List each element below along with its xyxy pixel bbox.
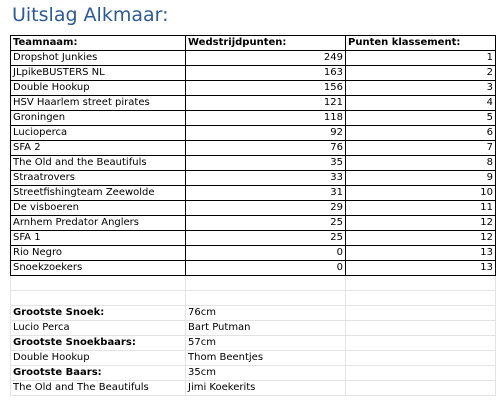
rank-cell: 1 [346, 51, 496, 66]
rank-cell: 8 [346, 156, 496, 171]
table-row [11, 126, 496, 141]
team-cell: Lucioperca [11, 126, 186, 141]
team-cell: Groningen [11, 111, 186, 126]
table-row [11, 96, 496, 111]
team-cell: Straatrovers [11, 171, 186, 186]
empty-cell [346, 291, 496, 306]
team-cell: Arnhem Predator Anglers [11, 216, 186, 231]
award-team: Lucio Perca [11, 321, 186, 336]
points-cell: 118 [186, 111, 346, 126]
empty-cell [11, 276, 186, 291]
award-person: Thom Beentjes [186, 351, 346, 366]
award-row [11, 366, 496, 381]
award-winner-row [11, 381, 496, 396]
team-cell: The Old and the Beautifuls [11, 156, 186, 171]
table-row [11, 141, 496, 156]
award-label: Grootste Snoekbaars: [11, 336, 186, 351]
team-cell: Rio Negro [11, 246, 186, 261]
column-header-team: Teamnaam: [11, 36, 186, 51]
table-row [11, 246, 496, 261]
empty-cell [346, 321, 496, 336]
rank-cell: 9 [346, 171, 496, 186]
award-row [11, 306, 496, 321]
rank-cell: 12 [346, 231, 496, 246]
points-cell: 92 [186, 126, 346, 141]
points-cell: 0 [186, 246, 346, 261]
points-cell: 35 [186, 156, 346, 171]
rank-cell: 13 [346, 261, 496, 276]
empty-cell [186, 291, 346, 306]
empty-row [11, 276, 496, 291]
rank-cell: 11 [346, 201, 496, 216]
award-row [11, 336, 496, 351]
team-cell: Double Hookup [11, 81, 186, 96]
team-cell: SFA 1 [11, 231, 186, 246]
points-cell: 25 [186, 231, 346, 246]
points-cell: 25 [186, 216, 346, 231]
table-row [11, 81, 496, 96]
table-row [11, 261, 496, 276]
table-row [11, 51, 496, 66]
table-row [11, 231, 496, 246]
team-cell: SFA 2 [11, 141, 186, 156]
award-label: Grootste Snoek: [11, 306, 186, 321]
points-cell: 33 [186, 171, 346, 186]
award-value: 76cm [186, 306, 346, 321]
column-header-points: Wedstrijdpunten: [186, 36, 346, 51]
empty-cell [346, 366, 496, 381]
award-label: Grootste Baars: [11, 366, 186, 381]
empty-cell [346, 336, 496, 351]
empty-cell [346, 306, 496, 321]
team-cell: Snoekzoekers [11, 261, 186, 276]
rank-cell: 12 [346, 216, 496, 231]
results-table [10, 35, 496, 396]
empty-row [11, 291, 496, 306]
points-cell: 29 [186, 201, 346, 216]
award-value: 57cm [186, 336, 346, 351]
points-cell: 0 [186, 261, 346, 276]
table-header-row [11, 36, 496, 51]
table-row [11, 186, 496, 201]
award-team: Double Hookup [11, 351, 186, 366]
award-winner-row [11, 351, 496, 366]
points-cell: 31 [186, 186, 346, 201]
page-title: Uitslag Alkmaar: [12, 4, 169, 26]
table-row [11, 156, 496, 171]
award-team: The Old and The Beautifuls [11, 381, 186, 396]
empty-cell [346, 276, 496, 291]
team-cell: Dropshot Junkies [11, 51, 186, 66]
empty-cell [11, 291, 186, 306]
award-winner-row [11, 321, 496, 336]
rank-cell: 5 [346, 111, 496, 126]
team-cell: JLpikeBUSTERS NL [11, 66, 186, 81]
points-cell: 76 [186, 141, 346, 156]
column-header-rank: Punten klassement: [346, 36, 496, 51]
empty-cell [346, 381, 496, 396]
table-row [11, 66, 496, 81]
points-cell: 121 [186, 96, 346, 111]
rank-cell: 10 [346, 186, 496, 201]
table-row [11, 111, 496, 126]
points-cell: 156 [186, 81, 346, 96]
team-cell: HSV Haarlem street pirates [11, 96, 186, 111]
rank-cell: 7 [346, 141, 496, 156]
empty-cell [346, 351, 496, 366]
rank-cell: 4 [346, 96, 496, 111]
points-cell: 249 [186, 51, 346, 66]
team-cell: Streetfishingteam Zeewolde [11, 186, 186, 201]
rank-cell: 6 [346, 126, 496, 141]
award-value: 35cm [186, 366, 346, 381]
table-row [11, 216, 496, 231]
points-cell: 163 [186, 66, 346, 81]
rank-cell: 13 [346, 246, 496, 261]
empty-cell [186, 276, 346, 291]
table-row [11, 171, 496, 186]
award-person: Jimi Koekerits [186, 381, 346, 396]
table-row [11, 201, 496, 216]
award-person: Bart Putman [186, 321, 346, 336]
rank-cell: 2 [346, 66, 496, 81]
rank-cell: 3 [346, 81, 496, 96]
team-cell: De visboeren [11, 201, 186, 216]
